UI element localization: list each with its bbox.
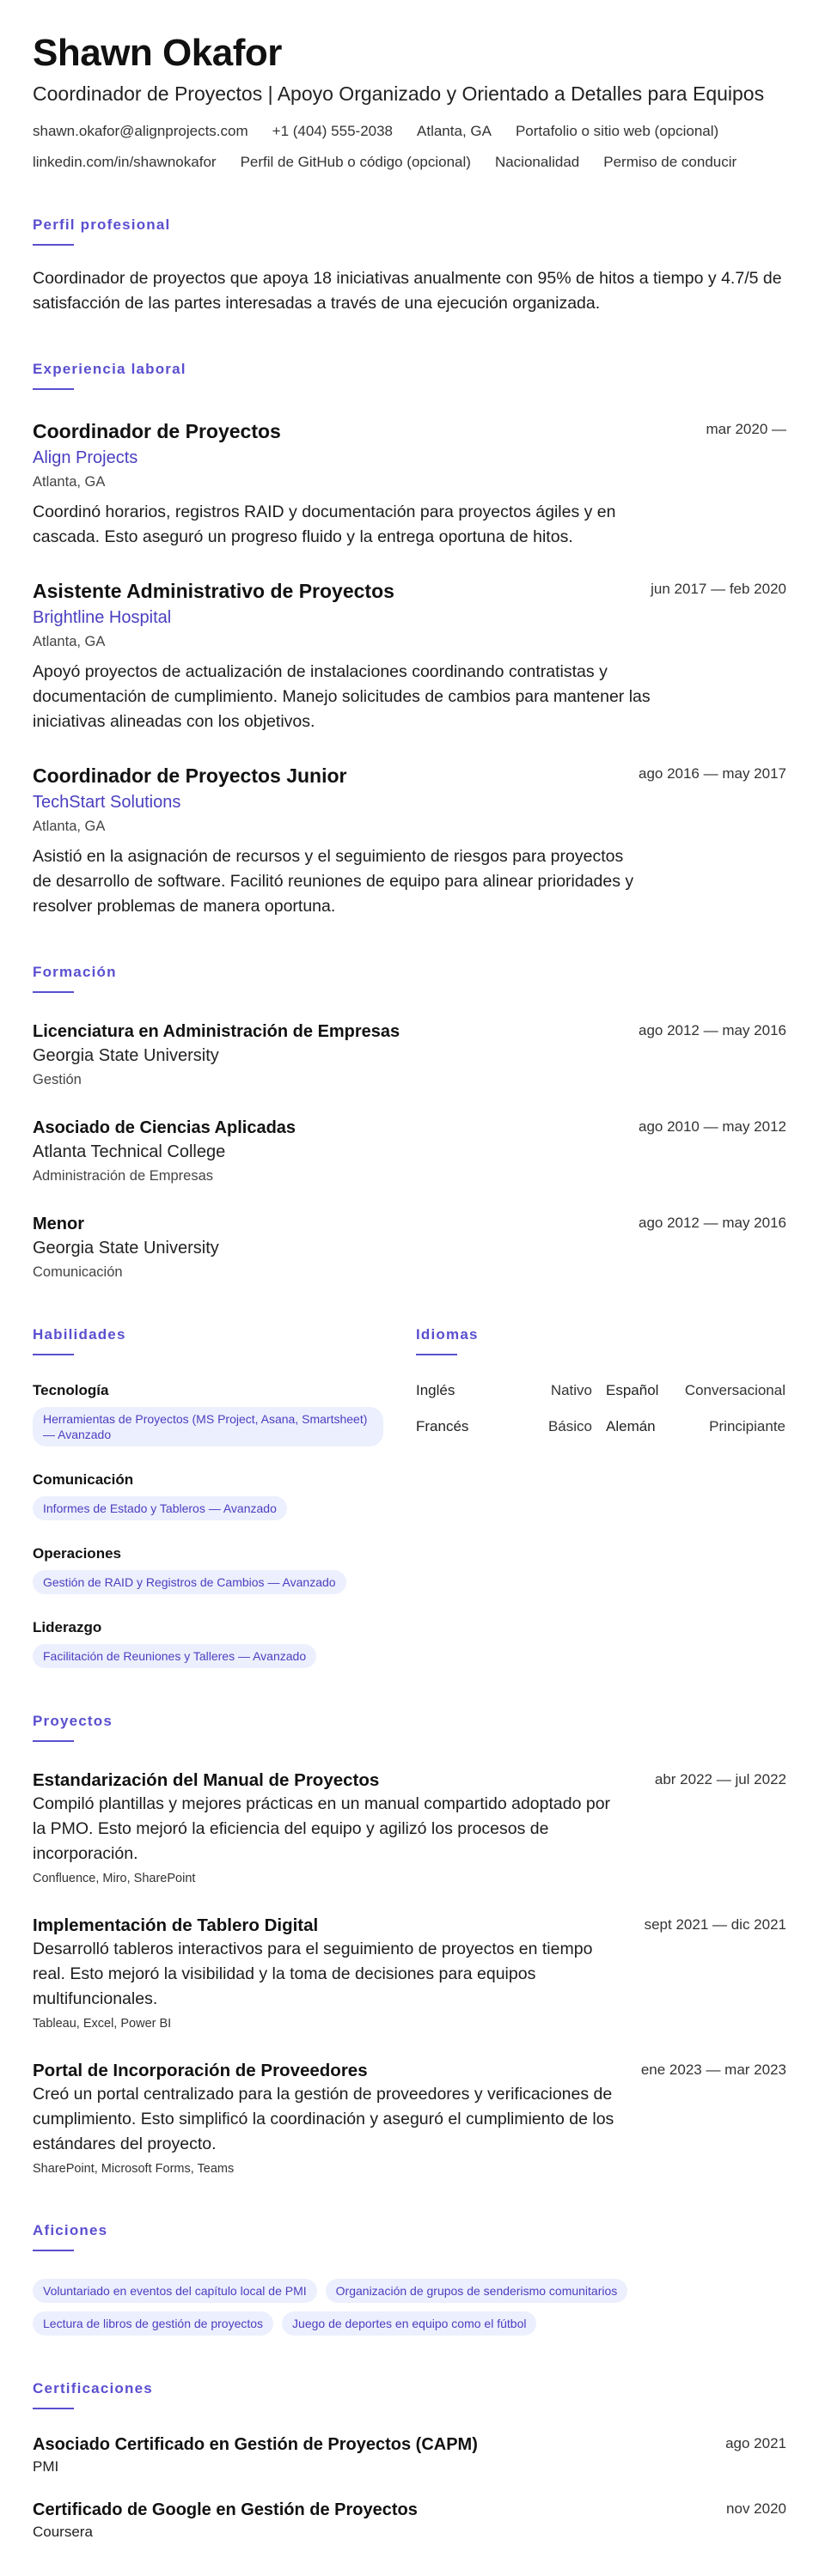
project-entry	[33, 1915, 786, 2032]
school: Georgia State University	[33, 1046, 219, 1065]
skill-chip: Herramientas de Proyectos (MS Project, Asana, Smartsheet) — Avanzado	[33, 1407, 383, 1446]
github-link[interactable]: Perfil de GitHub o código (opcional)	[240, 154, 471, 170]
project-description: Compiló plantillas y mejores prácticas en un manual compartido adoptado por la PMO. Esto mejoró la eficiencia del equipo y agilizó los procesos de incorporación.	[33, 1794, 611, 1863]
languages-section	[416, 1326, 785, 1668]
certification-issuer: Coursera	[33, 2524, 93, 2540]
contact-row	[33, 153, 786, 172]
project-entry	[33, 2060, 786, 2177]
education-entry	[33, 1213, 786, 1282]
language-name: Francés	[416, 1418, 469, 1434]
field-of-study: Administración de Empresas	[33, 1168, 214, 1184]
linkedin-link[interactable]: linkedin.com/in/shawnokafor	[33, 154, 217, 170]
job-location: Atlanta, GA	[33, 474, 106, 490]
project-title: Estandarización del Manual de Proyectos	[33, 1770, 380, 1790]
certification-entry	[33, 2433, 786, 2476]
education-entry	[33, 1117, 786, 1185]
degree: Licenciatura en Administración de Empresas	[33, 1022, 400, 1041]
hobbies-section	[33, 2222, 786, 2335]
section-divider	[33, 1354, 74, 1355]
nationality: Nacionalidad	[494, 154, 580, 170]
skill-chip: Gestión de RAID y Registros de Cambios — Avanzado	[33, 1570, 346, 1594]
section-divider	[33, 388, 74, 390]
certifications-section	[33, 2380, 786, 2542]
resume-header	[33, 31, 786, 172]
job-date: ago 2016 — may 2017	[638, 765, 786, 782]
company-name: Brightline Hospital	[33, 608, 172, 627]
section-divider	[33, 991, 74, 993]
project-title: Implementación de Tablero Digital	[33, 1915, 319, 1935]
language-name: Español	[606, 1382, 659, 1398]
project-tools: Tableau, Excel, Power BI	[33, 2017, 172, 2031]
education-entry	[33, 1020, 786, 1089]
education-section	[33, 964, 786, 1282]
skills-languages-row	[33, 1326, 786, 1668]
headline: Coordinador de Proyectos | Apoyo Organizado y Orientado a Detalles para Equipos	[33, 82, 765, 105]
location: Atlanta, GA	[417, 123, 492, 139]
section-title: Aficiones	[33, 2222, 108, 2238]
hobby-list	[33, 2270, 786, 2335]
hobby-chip: Voluntariado en eventos del capítulo local de PMI	[33, 2279, 317, 2303]
certification-date: nov 2020	[726, 2500, 786, 2517]
job-date: mar 2020 —	[706, 421, 786, 437]
job-title: Coordinador de Proyectos	[33, 420, 281, 442]
language-name: Inglés	[416, 1382, 455, 1398]
job-date: jun 2017 — feb 2020	[651, 581, 786, 597]
project-date: sept 2021 — dic 2021	[644, 1916, 786, 1933]
skill-chip: Facilitación de Reuniones y Talleres — Avanzado	[33, 1644, 316, 1668]
company-name: Align Projects	[33, 448, 138, 467]
hobby-chip: Organización de grupos de senderismo comunitarios	[326, 2279, 628, 2303]
company-name: TechStart Solutions	[33, 793, 181, 812]
job-description: Apoyó proyectos de actualización de instalaciones coordinando contratistas y documentación de cumplimiento. Manejo solicitudes de cambios para mantener las iniciativas alineadas con los objetivos.	[33, 662, 651, 731]
candidate-name: Shawn Okafor	[33, 32, 282, 74]
section-divider	[33, 244, 74, 246]
hobby-chip: Juego de deportes en equipo como el fútbol	[282, 2311, 536, 2335]
job-title: Asistente Administrativo de Proyectos	[33, 580, 394, 602]
driving-license: Permiso de conducir	[603, 154, 737, 170]
section-divider	[33, 2408, 74, 2409]
language-level: Básico	[547, 1418, 592, 1434]
education-date: ago 2012 — may 2016	[638, 1215, 786, 1231]
skills-section	[33, 1326, 383, 1668]
skill-category: Comunicación	[33, 1471, 134, 1488]
job-description: Coordinó horarios, registros RAID y documentación para proyectos ágiles y en cascada. Esto aseguró un progreso fluido y la entrega oportuna de hitos.	[33, 502, 616, 546]
education-date: ago 2010 — may 2012	[638, 1118, 786, 1135]
section-title: Formación	[33, 964, 117, 980]
project-title: Portal de Incorporación de Proveedores	[33, 2061, 368, 2080]
project-tools: Confluence, Miro, SharePoint	[33, 1872, 196, 1885]
degree: Asociado de Ciencias Aplicadas	[33, 1118, 296, 1137]
summary-text: Coordinador de proyectos que apoya 18 iniciativas anualmente con 95% de hitos a tiempo y 4.7/5 de satisfacción de las partes interesadas a través de una ejecución organizada.	[33, 269, 782, 313]
certification-name: Certificado de Google en Gestión de Proyectos	[33, 2500, 418, 2519]
school: Georgia State University	[33, 1239, 219, 1258]
job-location: Atlanta, GA	[33, 819, 106, 834]
field-of-study: Gestión	[33, 1072, 82, 1087]
section-divider	[416, 1354, 457, 1355]
skill-category: Tecnología	[33, 1382, 109, 1398]
portfolio-link[interactable]: Portafolio o sitio web (opcional)	[515, 123, 719, 139]
education-date: ago 2012 — may 2016	[638, 1022, 786, 1038]
skill-category: Operaciones	[33, 1545, 121, 1562]
contact-row	[33, 122, 786, 141]
certification-date: ago 2021	[725, 2435, 786, 2451]
project-description: Desarrolló tableros interactivos para el seguimiento de proyectos en tiempo real. Esto mejoró la visibilidad y la toma de decisiones para equipos multifuncionales.	[33, 1940, 593, 2008]
degree: Menor	[33, 1215, 84, 1233]
language-level: Nativo	[550, 1382, 592, 1398]
summary-section	[33, 216, 786, 316]
section-divider	[33, 2250, 74, 2251]
skill-chip: Informes de Estado y Tableros — Avanzado	[33, 1496, 287, 1520]
hobby-chip: Lectura de libros de gestión de proyectos	[33, 2311, 273, 2335]
experience-section	[33, 361, 786, 919]
job-title: Coordinador de Proyectos Junior	[33, 764, 347, 787]
section-title: Perfil profesional	[33, 216, 171, 233]
field-of-study: Comunicación	[33, 1264, 123, 1280]
project-entry	[33, 1769, 786, 1887]
project-tools: SharePoint, Microsoft Forms, Teams	[33, 2162, 235, 2176]
project-date: abr 2022 — jul 2022	[654, 1771, 786, 1787]
email[interactable]: shawn.okafor@alignprojects.com	[33, 123, 248, 139]
job-entry	[33, 579, 786, 734]
phone[interactable]: +1 (404) 555-2038	[272, 123, 394, 139]
project-date: ene 2023 — mar 2023	[640, 2061, 786, 2078]
job-entry	[33, 419, 786, 550]
certification-entry	[33, 2499, 786, 2542]
job-location: Atlanta, GA	[33, 634, 106, 649]
projects-section	[33, 1713, 786, 2177]
section-divider	[33, 1740, 74, 1742]
section-title: Experiencia laboral	[33, 361, 186, 377]
language-level: Conversacional	[684, 1382, 785, 1398]
project-description: Creó un portal centralizado para la gestión de proveedores y verificaciones de cumplimiento. Esto simplificó la coordinación y aseguró el cumplimiento de los estándares del proyecto.	[33, 2085, 614, 2153]
section-title: Idiomas	[416, 1326, 479, 1343]
job-entry	[33, 764, 786, 919]
language-list	[416, 1381, 785, 1436]
section-title: Certificaciones	[33, 2380, 153, 2396]
certification-issuer: PMI	[33, 2458, 59, 2475]
certification-name: Asociado Certificado en Gestión de Proyectos (CAPM)	[33, 2435, 478, 2454]
skill-category: Liderazgo	[33, 1619, 102, 1635]
job-description: Asistió en la asignación de recursos y el seguimiento de riesgos para proyectos de desarrollo de software. Facilitó reuniones de equipo para alinear prioridades y resolver problemas de manera oportuna.	[33, 847, 634, 916]
section-title: Proyectos	[33, 1713, 113, 1729]
section-title: Habilidades	[33, 1326, 126, 1343]
language-name: Alemán	[606, 1418, 656, 1434]
language-level: Principiante	[709, 1418, 785, 1434]
school: Atlanta Technical College	[33, 1142, 226, 1161]
